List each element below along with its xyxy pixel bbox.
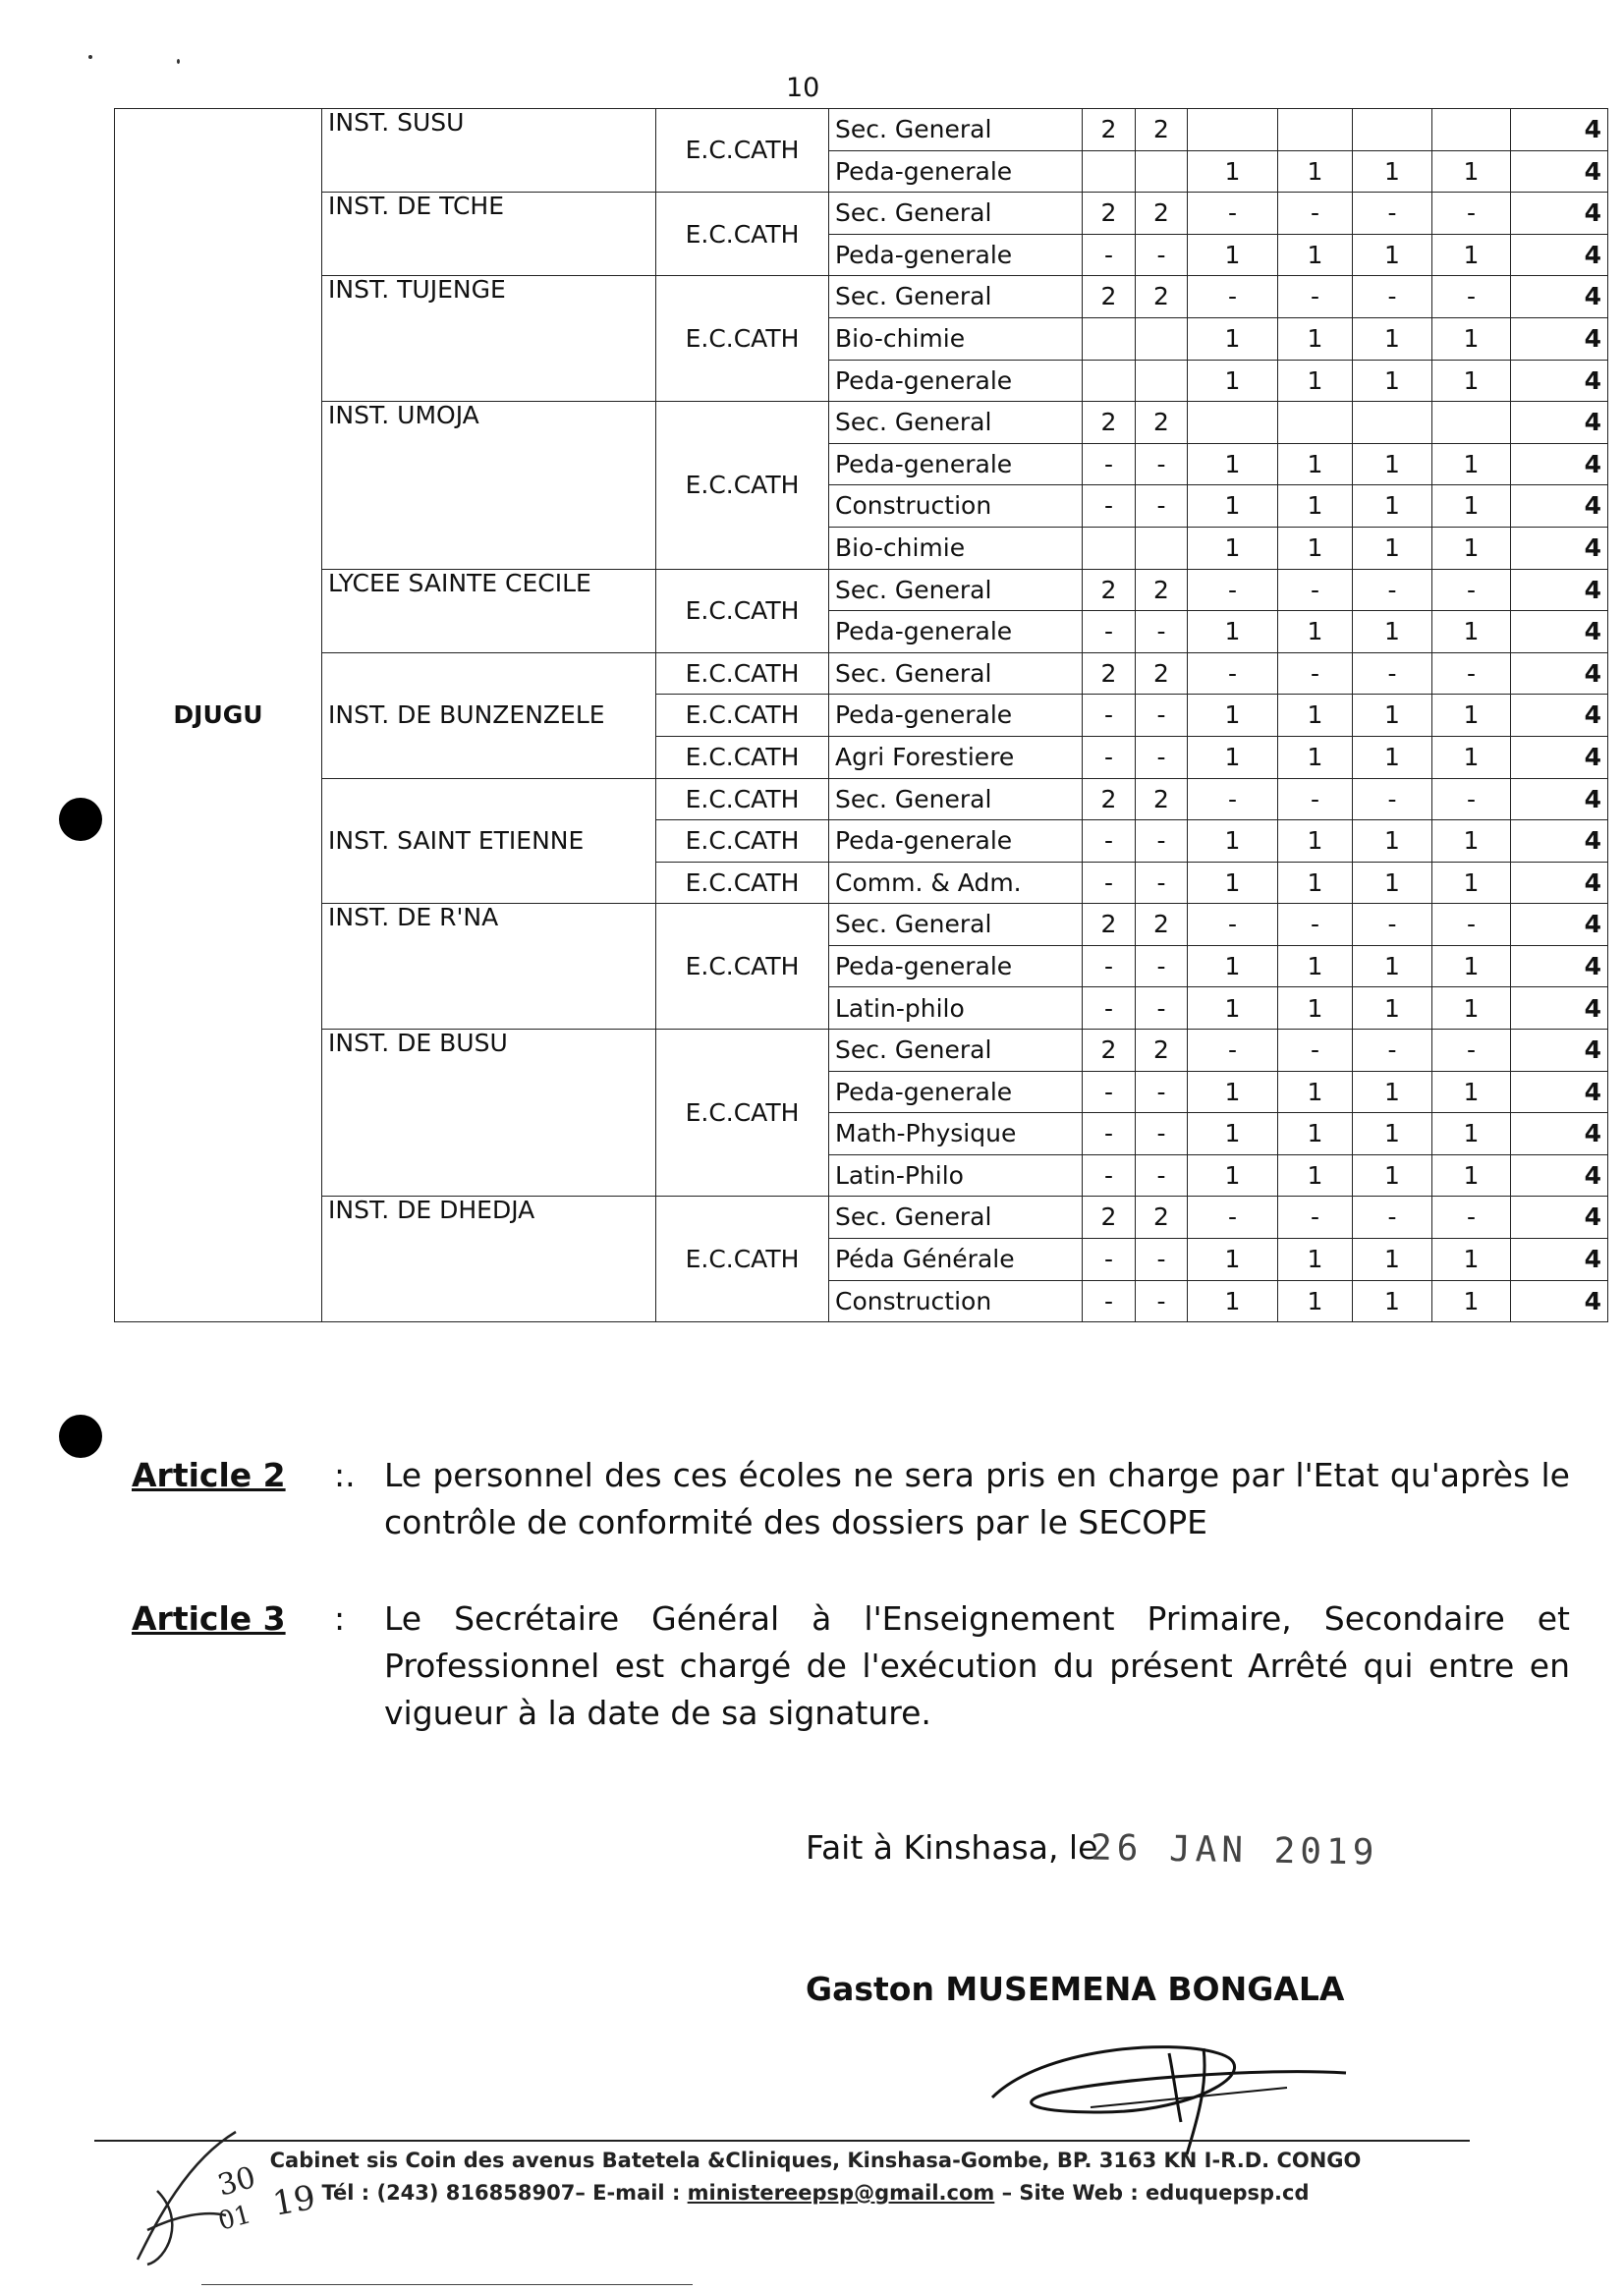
count-cell: 1 [1188,234,1278,276]
count-cell: - [1188,193,1278,235]
count-cell: 1 [1278,150,1353,193]
table-row [115,276,1608,318]
count-cell: 2 [1083,569,1136,611]
table-row [115,652,1608,695]
count-cell: - [1353,652,1432,695]
section-cell: Péda Générale [829,1239,1083,1281]
section-cell: Sec. General [829,778,1083,820]
total-cell: 4 [1511,652,1608,695]
count-cell: 1 [1432,1071,1511,1113]
regime-cell: E.C.CATH [656,820,829,863]
section-cell: Math-Physique [829,1113,1083,1155]
total-cell: 4 [1511,987,1608,1030]
section-cell: Sec. General [829,652,1083,695]
count-cell: 1 [1278,317,1353,360]
count-cell: - [1432,778,1511,820]
regime-cell: E.C.CATH [656,402,829,569]
count-cell: 1 [1353,485,1432,528]
count-cell: 2 [1083,276,1136,318]
page-number: 10 [786,73,820,103]
count-cell: - [1432,904,1511,946]
count-cell: 2 [1083,904,1136,946]
section-cell: Sec. General [829,904,1083,946]
total-cell: 4 [1511,360,1608,402]
section-cell: Sec. General [829,1197,1083,1239]
scan-speck [177,59,180,64]
bottom-rule [201,2284,693,2285]
punch-hole [59,1415,102,1458]
count-cell: - [1083,443,1136,485]
count-cell: 2 [1136,109,1188,151]
count-cell: 2 [1136,276,1188,318]
count-cell: 1 [1353,1280,1432,1322]
section-cell: Sec. General [829,569,1083,611]
section-cell: Sec. General [829,1030,1083,1072]
count-cell: 2 [1136,1197,1188,1239]
count-cell: - [1083,1113,1136,1155]
school-name-cell: INST. DE BUNZENZELE [322,652,656,778]
count-cell: 1 [1353,820,1432,863]
count-cell [1136,150,1188,193]
article-label: Article 2 [132,1456,286,1494]
section-cell: Peda-generale [829,1071,1083,1113]
count-cell: 2 [1136,569,1188,611]
total-cell: 4 [1511,527,1608,569]
footer-contact [177,2181,1454,2205]
table-row [115,1030,1608,1072]
section-cell: Latin-philo [829,987,1083,1030]
count-cell: 1 [1353,1113,1432,1155]
count-cell [1432,402,1511,444]
count-cell: 1 [1278,1071,1353,1113]
count-cell: 2 [1083,1030,1136,1072]
section-cell: Comm. & Adm. [829,862,1083,904]
table-row [115,904,1608,946]
article-label: Article 3 [132,1599,286,1638]
count-cell: - [1353,276,1432,318]
school-name-cell: INST. DE BUSU [322,1030,656,1197]
count-cell: - [1136,820,1188,863]
article-3 [132,1595,1570,1737]
count-cell: - [1136,485,1188,528]
count-cell: 1 [1188,1239,1278,1281]
count-cell: - [1083,862,1136,904]
count-cell: - [1136,1071,1188,1113]
count-cell: - [1136,736,1188,778]
count-cell: 2 [1136,652,1188,695]
total-cell: 4 [1511,109,1608,151]
article-text: Le personnel des ces écoles ne sera pris en charge par l'Etat qu'après le contrôle de conformité des dossiers par le SECOPE [384,1456,1570,1541]
count-cell [1083,527,1136,569]
regime-cell: E.C.CATH [656,778,829,820]
count-cell: - [1083,820,1136,863]
count-cell: 1 [1278,1239,1353,1281]
section-cell: Agri Forestiere [829,736,1083,778]
count-cell: - [1353,193,1432,235]
count-cell: 1 [1353,527,1432,569]
count-cell: 1 [1188,1154,1278,1197]
count-cell: 1 [1432,360,1511,402]
count-cell: - [1083,736,1136,778]
svg-text:01: 01 [215,2200,254,2237]
article-2 [132,1452,1570,1546]
punch-hole [59,798,102,841]
allocation-table [114,108,1608,1322]
total-cell: 4 [1511,569,1608,611]
regime-cell: E.C.CATH [656,736,829,778]
table-row [115,193,1608,235]
regime-cell: E.C.CATH [656,862,829,904]
count-cell: 1 [1353,150,1432,193]
article-text: Le Secrétaire Général à l'Enseignement Primaire, Secondaire et Professionnel est chargé de l'exécution du présent Arrêté qui entre en vigueur à la date de sa signature. [384,1599,1570,1732]
total-cell: 4 [1511,736,1608,778]
count-cell: 1 [1432,1113,1511,1155]
total-cell: 4 [1511,402,1608,444]
section-cell: Peda-generale [829,234,1083,276]
regime-cell: E.C.CATH [656,695,829,737]
count-cell: 2 [1083,1197,1136,1239]
count-cell: 1 [1432,611,1511,653]
total-cell: 4 [1511,1239,1608,1281]
school-name-cell: LYCEE SAINTE CECILE [322,569,656,652]
count-cell: - [1083,1071,1136,1113]
count-cell: - [1432,652,1511,695]
table-row [115,1197,1608,1239]
footer-address: Cabinet sis Coin des avenus Batetela &Cliniques, Kinshasa-Gombe, BP. 3163 KN I-R.D. CONGO [269,2149,1362,2172]
footer-email[interactable]: ministereepsp@gmail.com [687,2181,995,2205]
count-cell: - [1432,276,1511,318]
regime-cell: E.C.CATH [656,904,829,1030]
regime-cell: E.C.CATH [656,569,829,652]
regime-cell: E.C.CATH [656,1030,829,1197]
count-cell: 1 [1188,443,1278,485]
school-name-cell: INST. SAINT ETIENNE [322,778,656,904]
count-cell: - [1432,1030,1511,1072]
count-cell: - [1083,611,1136,653]
count-cell: 2 [1136,402,1188,444]
count-cell: - [1353,1030,1432,1072]
total-cell: 4 [1511,150,1608,193]
section-cell: Peda-generale [829,695,1083,737]
count-cell: - [1136,443,1188,485]
count-cell: 2 [1083,193,1136,235]
count-cell: 1 [1188,1280,1278,1322]
regime-cell: E.C.CATH [656,193,829,276]
count-cell: 1 [1353,443,1432,485]
total-cell: 4 [1511,945,1608,987]
count-cell: 2 [1083,109,1136,151]
count-cell: - [1353,904,1432,946]
total-cell: 4 [1511,443,1608,485]
count-cell [1136,527,1188,569]
section-cell: Latin-Philo [829,1154,1083,1197]
count-cell: - [1136,695,1188,737]
svg-text:30: 30 [214,2160,259,2204]
count-cell: 1 [1278,1113,1353,1155]
count-cell: 1 [1188,862,1278,904]
school-name-cell: INST. TUJENGE [322,276,656,402]
count-cell: 1 [1432,987,1511,1030]
article-colon: :. [334,1456,356,1494]
section-cell: Sec. General [829,402,1083,444]
signature [973,2009,1366,2156]
count-cell: 1 [1188,945,1278,987]
table-row [115,569,1608,611]
count-cell: - [1083,987,1136,1030]
place-date-line: Fait à Kinshasa, le [806,1828,1098,1867]
count-cell: 1 [1278,611,1353,653]
count-cell: - [1353,569,1432,611]
count-cell: - [1188,778,1278,820]
count-cell: 1 [1432,443,1511,485]
count-cell: 2 [1136,193,1188,235]
total-cell: 4 [1511,193,1608,235]
count-cell [1353,109,1432,151]
count-cell: - [1136,1154,1188,1197]
count-cell: 2 [1083,402,1136,444]
count-cell: 1 [1188,1113,1278,1155]
count-cell: 1 [1278,945,1353,987]
count-cell [1278,109,1353,151]
count-cell: 1 [1432,317,1511,360]
school-name-cell: INST. UMOJA [322,402,656,569]
count-cell [1278,402,1353,444]
total-cell: 4 [1511,1280,1608,1322]
signatory-name: Gaston MUSEMENA BONGALA [806,1970,1345,2008]
svg-text:19: 19 [269,2177,319,2224]
section-cell: Bio-chimie [829,317,1083,360]
date-stamp: 26 JAN 2019 [1090,1827,1379,1873]
count-cell: 1 [1278,234,1353,276]
footer-tel: Tél : (243) 816858907– E-mail : [321,2181,681,2205]
section-cell: Sec. General [829,193,1083,235]
count-cell: 1 [1432,150,1511,193]
section-cell: Sec. General [829,109,1083,151]
count-cell [1188,109,1278,151]
count-cell: - [1136,1239,1188,1281]
total-cell: 4 [1511,1154,1608,1197]
count-cell: 2 [1136,904,1188,946]
count-cell: 1 [1353,317,1432,360]
count-cell: 1 [1432,234,1511,276]
count-cell: 1 [1432,736,1511,778]
school-name-cell: INST. DE DHEDJA [322,1197,656,1322]
count-cell: 1 [1188,150,1278,193]
count-cell: 2 [1083,778,1136,820]
total-cell: 4 [1511,1113,1608,1155]
count-cell: 1 [1188,820,1278,863]
count-cell: 1 [1353,987,1432,1030]
count-cell: 1 [1188,695,1278,737]
count-cell: 1 [1353,234,1432,276]
count-cell [1353,402,1432,444]
regime-cell: E.C.CATH [656,276,829,402]
count-cell [1083,360,1136,402]
count-cell: 1 [1278,485,1353,528]
count-cell: 1 [1353,695,1432,737]
count-cell: 1 [1188,987,1278,1030]
count-cell: - [1278,1197,1353,1239]
count-cell: 1 [1278,1280,1353,1322]
scan-speck [88,55,92,59]
count-cell: - [1083,1239,1136,1281]
count-cell: 1 [1188,527,1278,569]
count-cell: 1 [1188,611,1278,653]
count-cell: - [1188,1030,1278,1072]
count-cell: 2 [1136,778,1188,820]
count-cell: - [1188,569,1278,611]
count-cell: 1 [1353,611,1432,653]
count-cell: 1 [1353,1239,1432,1281]
count-cell: - [1432,569,1511,611]
footer-site: – Site Web : eduquepsp.cd [1001,2181,1310,2205]
count-cell: - [1136,987,1188,1030]
regime-cell: E.C.CATH [656,652,829,695]
total-cell: 4 [1511,611,1608,653]
total-cell: 4 [1511,1071,1608,1113]
count-cell: 1 [1278,1154,1353,1197]
section-cell: Peda-generale [829,443,1083,485]
school-name-cell: INST. DE R'NA [322,904,656,1030]
count-cell: 1 [1432,695,1511,737]
count-cell [1432,109,1511,151]
count-cell: - [1083,485,1136,528]
count-cell: 1 [1188,485,1278,528]
count-cell [1188,402,1278,444]
count-cell: - [1432,1197,1511,1239]
total-cell: 4 [1511,778,1608,820]
count-cell: - [1278,1030,1353,1072]
count-cell: - [1188,652,1278,695]
count-cell: 1 [1432,1239,1511,1281]
count-cell: - [1188,1197,1278,1239]
total-cell: 4 [1511,820,1608,863]
section-cell: Sec. General [829,276,1083,318]
count-cell: - [1278,569,1353,611]
count-cell: 1 [1278,736,1353,778]
count-cell: - [1188,276,1278,318]
count-cell: - [1432,193,1511,235]
count-cell: 1 [1278,862,1353,904]
count-cell: 1 [1188,736,1278,778]
school-name-cell: INST. DE TCHE [322,193,656,276]
count-cell: - [1278,778,1353,820]
count-cell: 1 [1278,527,1353,569]
total-cell: 4 [1511,904,1608,946]
total-cell: 4 [1511,695,1608,737]
count-cell: 1 [1432,862,1511,904]
count-cell: - [1136,862,1188,904]
section-cell: Bio-chimie [829,527,1083,569]
count-cell: - [1083,1280,1136,1322]
count-cell: 2 [1083,652,1136,695]
count-cell: 1 [1353,360,1432,402]
count-cell: - [1278,904,1353,946]
total-cell: 4 [1511,862,1608,904]
count-cell: 1 [1353,1154,1432,1197]
count-cell: 1 [1432,820,1511,863]
count-cell: 1 [1278,695,1353,737]
table-row [115,778,1608,820]
count-cell: 1 [1353,1071,1432,1113]
total-cell: 4 [1511,1197,1608,1239]
count-cell: - [1136,945,1188,987]
territory-cell: DJUGU [115,109,322,1322]
count-cell: - [1136,611,1188,653]
count-cell: - [1136,1113,1188,1155]
total-cell: 4 [1511,234,1608,276]
section-cell: Peda-generale [829,150,1083,193]
count-cell: - [1083,945,1136,987]
count-cell: 1 [1188,317,1278,360]
count-cell: 1 [1188,1071,1278,1113]
count-cell: - [1278,276,1353,318]
regime-cell: E.C.CATH [656,109,829,193]
count-cell: 1 [1353,862,1432,904]
section-cell: Peda-generale [829,611,1083,653]
count-cell: - [1136,234,1188,276]
table-row [115,109,1608,151]
count-cell: - [1136,1280,1188,1322]
count-cell: 1 [1432,485,1511,528]
count-cell [1136,317,1188,360]
handwritten-initials [128,2122,324,2269]
regime-cell: E.C.CATH [656,1197,829,1322]
count-cell: - [1083,1154,1136,1197]
section-cell: Construction [829,485,1083,528]
count-cell: 1 [1353,945,1432,987]
total-cell: 4 [1511,1030,1608,1072]
total-cell: 4 [1511,317,1608,360]
count-cell: - [1083,695,1136,737]
section-cell: Peda-generale [829,945,1083,987]
section-cell: Peda-generale [829,360,1083,402]
count-cell: 1 [1432,527,1511,569]
count-cell: - [1188,904,1278,946]
school-name-cell: INST. SUSU [322,109,656,193]
count-cell [1083,317,1136,360]
count-cell [1136,360,1188,402]
count-cell: 1 [1278,820,1353,863]
count-cell: 1 [1432,1280,1511,1322]
count-cell: 1 [1278,987,1353,1030]
count-cell: - [1353,1197,1432,1239]
count-cell: 1 [1432,1154,1511,1197]
total-cell: 4 [1511,276,1608,318]
total-cell: 4 [1511,485,1608,528]
count-cell: - [1278,193,1353,235]
count-cell: 1 [1432,945,1511,987]
section-cell: Construction [829,1280,1083,1322]
count-cell: - [1083,234,1136,276]
table-row [115,402,1608,444]
count-cell: 1 [1188,360,1278,402]
count-cell: 1 [1353,736,1432,778]
count-cell: - [1353,778,1432,820]
section-cell: Peda-generale [829,820,1083,863]
article-colon: : [334,1599,346,1638]
count-cell [1083,150,1136,193]
count-cell: 1 [1278,360,1353,402]
count-cell: - [1278,652,1353,695]
count-cell: 2 [1136,1030,1188,1072]
count-cell: 1 [1278,443,1353,485]
